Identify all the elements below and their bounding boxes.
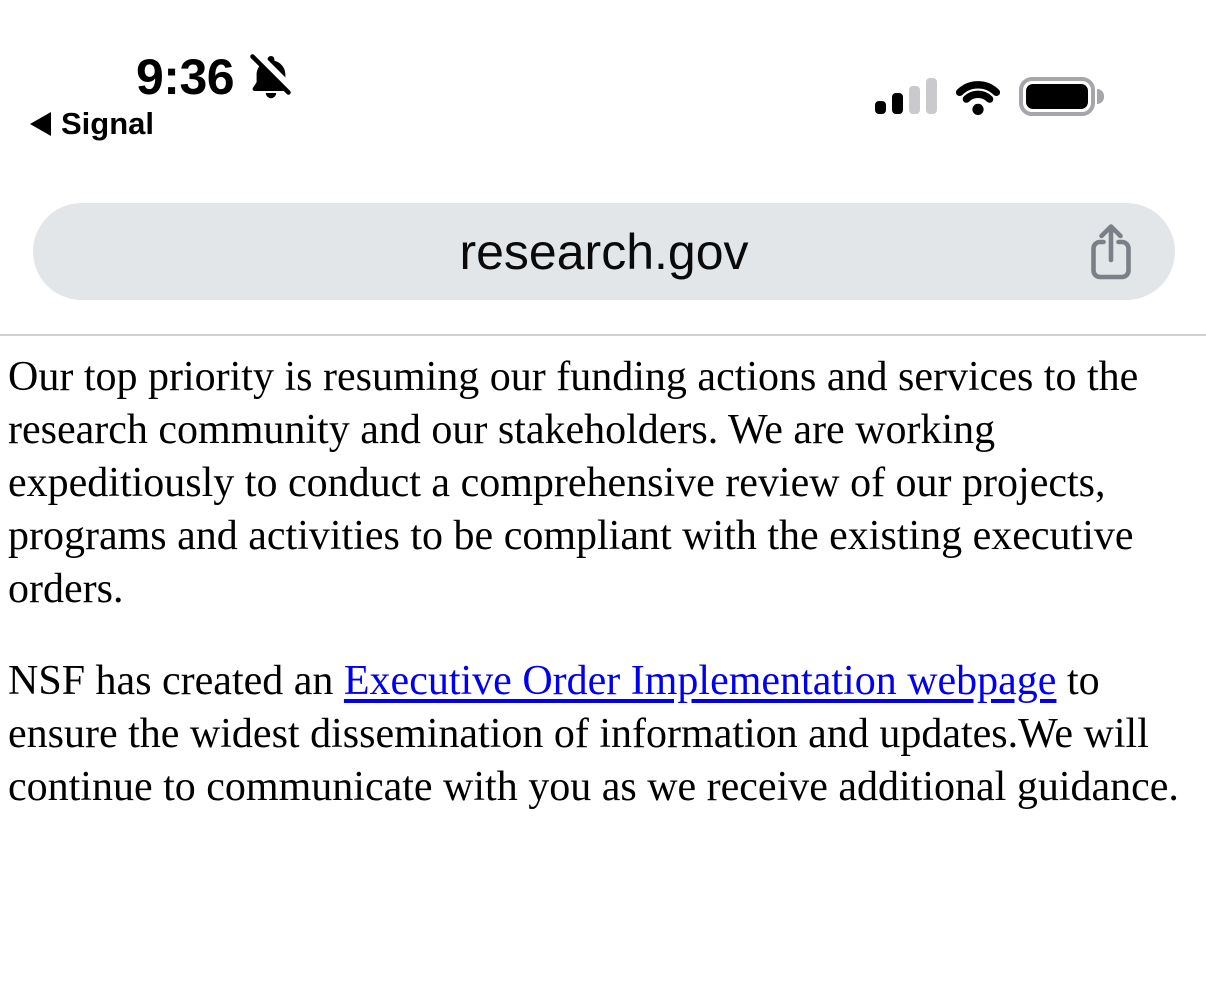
battery-charge-level (1026, 84, 1088, 109)
back-to-app-button[interactable] (30, 107, 297, 141)
page-content (0, 336, 1206, 853)
address-bar[interactable] (33, 203, 1175, 300)
paragraph-text-after-link: to ensure the widest dissemination of information and updates.We will continue to communicate with you as we receive additional guidance. (8, 658, 1179, 810)
url-text: research.gov (459, 223, 749, 280)
share-button[interactable] (1087, 221, 1135, 283)
paragraph-priority: Our top priority is resuming our funding actions and services to the research community and our stakeholders. We are working expeditiously to conduct a comprehensive review of our projects, programs and activities to be compliant with the existing executive orders. (8, 354, 1139, 612)
paragraph-text-before-link: NSF has created an (8, 658, 344, 704)
executive-order-implementation-link[interactable]: Executive Order Implementation webpage (343, 658, 1057, 704)
battery-icon (1019, 77, 1104, 116)
status-bar-right (875, 76, 1104, 116)
notifications-silenced-bell-slash-icon (245, 52, 297, 104)
status-time: 9:36 (136, 49, 235, 105)
wifi-icon (952, 76, 1004, 116)
time-row (136, 50, 297, 104)
cellular-signal-icon (875, 78, 937, 114)
back-triangle-icon (30, 112, 51, 136)
status-bar-left (30, 50, 297, 141)
back-app-label: Signal (61, 106, 155, 141)
share-icon (1087, 221, 1135, 283)
paragraph-nsf-webpage (8, 655, 1198, 814)
